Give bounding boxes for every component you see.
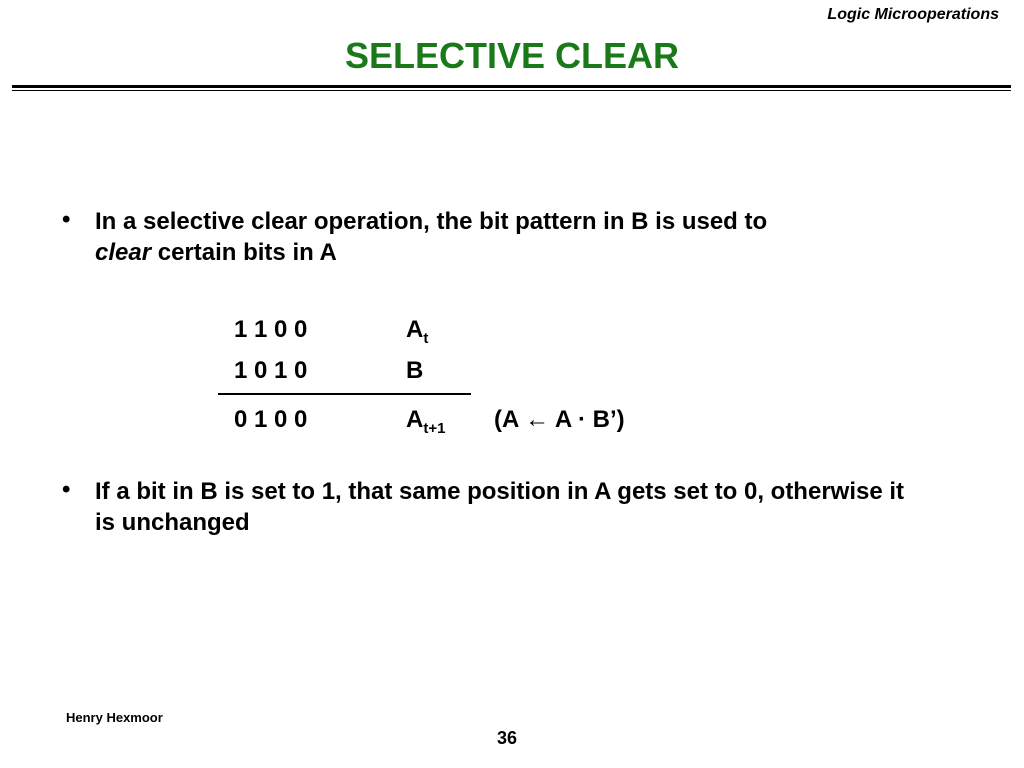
footer-author: Henry Hexmoor <box>66 710 163 725</box>
title-divider-thin <box>12 90 1011 91</box>
example-row-a-label <box>406 316 429 347</box>
label-a-next: A <box>406 406 424 433</box>
example-result-bits: 0 1 0 0 <box>234 406 308 433</box>
subscript-t-plus-1: t+1 <box>423 420 446 437</box>
bullet-marker: • <box>62 206 71 233</box>
slide-title: SELECTIVE CLEAR <box>344 35 680 76</box>
label-a: A <box>406 316 424 343</box>
sum-rule <box>218 393 471 395</box>
bullet-1-line-2 <box>95 237 915 268</box>
emphasis-clear: clear <box>95 239 152 266</box>
example-row-b-bits: 1 0 1 0 <box>234 357 308 384</box>
bullet-marker: • <box>62 476 71 503</box>
bullet-1-line-2-rest: certain bits in A <box>151 239 337 266</box>
example-result-label <box>406 406 446 437</box>
title-divider-thick <box>12 85 1011 88</box>
bullet-text-1 <box>95 206 915 268</box>
bullet-text-2: If a bit in B is set to 1, that same position in A gets set to 0, otherwise it is unchanged <box>95 478 905 536</box>
section-heading: Logic Microoperations <box>827 6 999 23</box>
subscript-t: t <box>423 330 429 347</box>
page-number: 36 <box>497 728 518 748</box>
bullet-1-line-1: In a selective clear operation, the bit pattern in B is used to <box>95 208 768 235</box>
example-row-a-bits: 1 1 0 0 <box>234 316 308 343</box>
operation-expression: (A ← A · B’) <box>494 406 625 433</box>
example-row-b-label: B <box>406 357 424 384</box>
